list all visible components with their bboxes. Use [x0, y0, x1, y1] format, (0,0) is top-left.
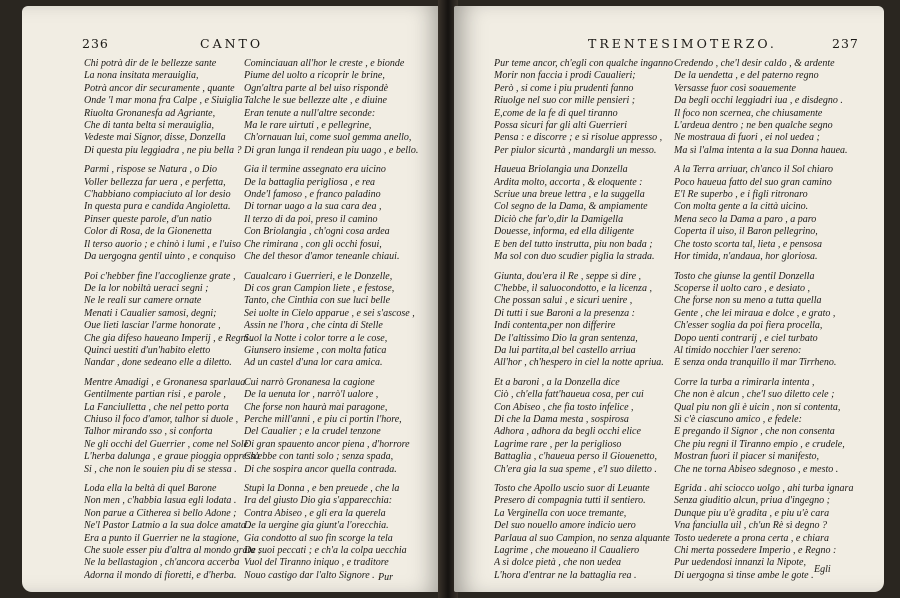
verse-line: L'ardeua dentro ; ne ben qualche segno	[674, 120, 833, 132]
verse-line: De la battaglia perigliosa , e rea	[244, 176, 376, 188]
verse-line: Di gran lunga il rendean piu uago , e bello.	[244, 144, 419, 156]
left-running-head: CANTO	[200, 36, 264, 51]
verse-line: Che forse non haurà mai paragone,	[244, 401, 388, 413]
verse-line: Che suole esser piu d'altra al mondo grata ;	[84, 545, 262, 557]
verse-line: De la lor nobiltà ueraci segni ;	[84, 282, 209, 294]
verse-line: E'l Re superbo , e i figli ritronaro	[674, 189, 808, 201]
verse-line: Giunta, dou'era il Re , seppe sì dire ,	[494, 270, 642, 282]
stanza	[244, 58, 426, 157]
verse-line: Ne le reali sur camere ornate	[84, 295, 202, 307]
verse-line: Col segno de la Dama, & ampiamente	[494, 201, 648, 213]
verse-line: Il foco non scernea, che chiusamente	[674, 107, 823, 119]
verse-line: Chi potrà dir de le bellezze sante	[84, 58, 217, 69]
stanza	[494, 271, 676, 370]
verse-line: E,come de la fe di quel tiranno	[494, 107, 618, 119]
verse-line: Voller bellezza far uera , e perfetta,	[84, 176, 226, 188]
right-folio: 237	[832, 36, 859, 51]
verse-line: Quinci uestiti d'un'habito eletto	[84, 344, 211, 356]
verse-line: Di uergogna sì tinse ambe le gote .	[674, 569, 814, 581]
verse-line: E ben del tutto instrutta, piu non bada ;	[494, 238, 653, 250]
verse-line: Caualcaro i Guerrieri, e le Donzelle,	[244, 270, 393, 282]
verse-line: Ch'ornauan lui, come suol gemma anello,	[244, 132, 412, 144]
verse-line: Tanto, che Cinthia con sue luci belle	[244, 295, 391, 307]
verse-line: Da begli occhi leggiadri iua , e disdegno .	[674, 95, 843, 107]
verse-line: Mena seco la Dama a paro , a paro	[674, 213, 817, 225]
verse-line: Perche mill'anni , e piu ci portin l'hore,	[244, 413, 402, 425]
verse-line: Che non è alcun , che'l suo diletto cele ;	[674, 389, 835, 401]
verse-line: De suoi peccati ; e ch'a la colpa uecchia	[244, 545, 407, 557]
verse-line: Ch'esser soglia da poi fiera procella,	[674, 320, 823, 332]
verse-line: C'hebbe, il saluocondotto, e la licenza ,	[494, 282, 652, 294]
right-page	[454, 6, 884, 592]
verse-line: A sì dolce pietà , che non uedea	[494, 557, 622, 569]
verse-line: Con Briolangia , ch'ogni cosa ardea	[244, 226, 390, 238]
verse-line: Poi c'hebber fine l'accoglienze grate ,	[84, 270, 236, 282]
verse-line: Di gran spauento ancor piena , d'horrore	[244, 438, 410, 450]
verse-line: Ne gli occhi del Guerrier , come nel Sole	[84, 438, 249, 450]
verse-line: Riuolta Gronanesfa ad Agriante,	[84, 107, 216, 119]
verse-line: In questa pura e candida Angioletta.	[84, 201, 231, 213]
verse-line: Del Caualier ; e la crudel tenzone	[244, 426, 381, 438]
verse-line: Di che la Dama mesta , sospirosa	[494, 413, 629, 425]
verse-line: Di cos gran Campion liete , e festose,	[244, 282, 395, 294]
verse-line: Menati i Caualier samosi, degni;	[84, 307, 217, 319]
verse-line: Contra Abiseo , e gli era la querela	[244, 507, 386, 519]
verse-line: Talhor mirando sso , si conforta	[84, 426, 213, 438]
verse-line: Ch'ebbe con tanti solo ; senza spada,	[244, 451, 394, 463]
verse-line: Ciò , ch'ella fatt'haueua cosa, per cui	[494, 389, 644, 401]
verse-line: Et a baroni , a la Donzella dice	[494, 376, 620, 388]
verse-line: Che di tanta belta si merauiglia,	[84, 120, 214, 132]
verse-line: La nona insitata merauiglia,	[84, 70, 199, 82]
verse-line: Parmi , rispose se Natura , o Dio	[84, 164, 218, 176]
verse-line: De la uendetta , e del paterno regno	[674, 70, 819, 82]
verse-line: Onde'l famoso , e franco paladino	[244, 189, 381, 201]
stanza	[494, 483, 676, 582]
verse-line: Non men , c'habbia lasua egli lodata .	[84, 495, 237, 507]
stanza	[244, 377, 426, 476]
verse-line: C'habbiano compiaciuto al lor desio	[84, 189, 231, 201]
verse-line: Suol la Notte i color torre a le cose,	[244, 332, 388, 344]
verse-line: Chiuso il foco d'amor, talhor si duole ,	[84, 413, 239, 425]
verse-line: Lagrime rare , per la periglioso	[494, 438, 622, 450]
verse-line: Scriue una breue lettra , e la suggella	[494, 189, 645, 201]
verse-line: Al timido nocchier l'aer sereno:	[674, 344, 802, 356]
verse-line: Di tutti i sue Baroni a la presenza :	[494, 307, 635, 319]
verse-line: Ardita molto, accorta , & eloquente :	[494, 176, 643, 188]
verse-line: Lagrime , che moueano il Caualiero	[494, 545, 640, 557]
stanza	[674, 271, 856, 370]
verse-line: De l'altissimo Dio la gran sentenza,	[494, 332, 638, 344]
verse-line: Battaglia , c'haueua perso il Giouenetto,	[494, 451, 657, 463]
verse-line: Che tosto scorta tal, lieta , e pensosa	[674, 238, 823, 250]
verse-line: Hor timida, n'andaua, hor gloriosa.	[674, 251, 818, 263]
verse-line: Ma le rare uirtuti , e pellegrine,	[244, 120, 372, 132]
verse-line: Del suo nouello amore indicio uero	[494, 520, 636, 532]
verse-line: Pur uedendosi innanzi la Nipote,	[674, 557, 806, 569]
verse-line: Ira del giusto Dio gia s'apparecchia:	[244, 495, 393, 507]
stanza	[494, 164, 676, 263]
verse-line: Dopo uenti contrarij , e ciel turbato	[674, 332, 818, 344]
verse-line: Di questa piu leggiadra , ne piu bella ?	[84, 144, 242, 156]
stanza	[84, 164, 266, 263]
right-page-header	[588, 36, 858, 51]
verse-line: Parlaua al suo Campion, no senza alquante	[494, 532, 670, 544]
verse-line: Potrà ancor dir securamente , quante	[84, 82, 235, 94]
verse-line: E senza onda tranquillo il mar Tirrheno.	[674, 357, 837, 369]
stanza	[84, 483, 266, 582]
verse-line: Diciò che far'o,dir la Damigella	[494, 213, 624, 225]
verse-line: Indi contenta,per non differire	[494, 320, 616, 332]
verse-line: La Verginella con uoce tremante,	[494, 507, 627, 519]
verse-line: Sì c'è ciascuno amico , e fedele:	[674, 413, 802, 425]
verse-line: Con molta gente a la città uicino.	[674, 201, 809, 213]
verse-line: Egrida . ahi sciocco uolgo , ahi turba ignara	[674, 483, 854, 494]
right-catchword: Egli	[814, 564, 831, 575]
verse-line: Vna fanciulla uil , ch'un Rè sì degno ?	[674, 520, 827, 532]
stanza	[494, 377, 676, 476]
right-column-2	[674, 58, 856, 589]
left-folio: 236	[82, 36, 109, 51]
verse-line: Douesse, informa, ed ella diligente	[494, 226, 634, 238]
verse-line: Stupì la Donna , e ben preuede , che la	[244, 483, 400, 494]
verse-line: Pur teme ancor, ch'egli con qualche inganno	[494, 58, 674, 69]
stanza	[674, 58, 856, 157]
verse-line: Color di Rosa, de la Gionenetta	[84, 226, 212, 238]
verse-line: Onde 'l mar mona fra Calpe , e Siuiglia	[84, 95, 243, 107]
stanza	[244, 483, 426, 582]
verse-line: Talche le sue bellezze alte , e diuine	[244, 95, 387, 107]
verse-line: La Fanciulletta , che nel petto porta	[84, 401, 229, 413]
verse-line: Cui narrò Gronanesa la cagione	[244, 376, 375, 388]
verse-line: Si , che non le souien piu di se stessa .	[84, 463, 237, 475]
verse-line: Versasse fuor così soauemente	[674, 82, 796, 94]
left-column-2	[244, 58, 426, 589]
verse-line: Assin ne l'hora , che cinta di Stelle	[244, 320, 383, 332]
verse-line: Tosto uederete a prona certa , e chiara	[674, 532, 829, 544]
verse-line: Dunque piu u'è gradita , e piu u'è cara	[674, 507, 830, 519]
verse-line: Possa sicuri far gli alti Guerrieri	[494, 120, 628, 132]
verse-line: Ne la bellastagion , ch'ancora accerba	[84, 557, 240, 569]
stanza	[244, 271, 426, 370]
verse-line: E pregando il Signor , che non consenta	[674, 426, 835, 438]
verse-line: Loda ella la beltà di quel Barone	[84, 483, 217, 494]
verse-line: L'herba dalunga , e graue pioggia oppressa	[84, 451, 260, 463]
stanza	[494, 58, 676, 157]
verse-line: Credendo , che'l desir caldo , & ardente	[674, 58, 835, 69]
verse-line: Ch'era gia la sua speme , e'l suo diletto .	[494, 463, 657, 475]
stanza	[84, 58, 266, 157]
verse-line: Che forse non su meno a tutta quella	[674, 295, 822, 307]
verse-line: De la uergine gia giunt'a l'orecchia.	[244, 520, 389, 532]
verse-line: Giunsero insieme , con molta fatica	[244, 344, 387, 356]
stanza	[84, 271, 266, 370]
verse-line: Qual piu non gli è uicin , non si contenta,	[674, 401, 841, 413]
verse-line: Però , si come i piu prudenti fanno	[494, 82, 634, 94]
verse-line: Che ne torna Abiseo sdegnoso , e mesto .	[674, 463, 839, 475]
left-page	[22, 6, 442, 592]
verse-line: Con Abiseo , che fia tosto infelice ,	[494, 401, 634, 413]
left-column-1	[84, 58, 266, 589]
left-catchword: Pur	[378, 572, 393, 583]
right-column-1	[494, 58, 676, 589]
verse-line: Eran tenute a null'altre seconde:	[244, 107, 376, 119]
verse-line: Per piulor sicurtà , mandargli un messo.	[494, 144, 657, 156]
verse-line: Che possan salui , e sicuri uenire ,	[494, 295, 633, 307]
verse-line: Mostran fuori il piacer si manifesto,	[674, 451, 819, 463]
verse-line: Sei uolte in Cielo apparue , e sei s'ascose ,	[244, 307, 415, 319]
verse-line: Vuol del Tiranno iniquo , e traditore	[244, 557, 389, 569]
verse-line: Tosto che Apollo uscio suor di Leuante	[494, 483, 650, 494]
verse-line: Gia condotto al suo fin scorge la tela	[244, 532, 393, 544]
verse-line: Ogn'altra parte al bel uiso rispondè	[244, 82, 389, 94]
verse-line: L'hora d'entrar ne la battaglia rea .	[494, 569, 637, 581]
right-running-head: TRENTESIMOTERZO.	[588, 36, 777, 51]
verse-line: Piume del uolto a ricoprir le brine,	[244, 70, 385, 82]
verse-line: Riuolge nel suo cor mille pensieri ;	[494, 95, 636, 107]
verse-line: Che piu regni il Tiranno empio , e crudele,	[674, 438, 845, 450]
verse-line: Era a punto il Guerrier ne la stagione,	[84, 532, 239, 544]
stanza	[84, 377, 266, 476]
verse-line: Non parue a Citherea sì bello Adone ;	[84, 507, 237, 519]
verse-line: Pinser queste parole, d'un natio	[84, 213, 212, 225]
verse-line: Adhora , adhora da begli occhi elice	[494, 426, 641, 438]
verse-line: Vedeste mai Signor, disse, Donzella	[84, 132, 226, 144]
verse-line: Tosto che giunse la gentil Donzella	[674, 270, 815, 282]
verse-line: Ma sol con duo scudier piglia la strada.	[494, 251, 655, 263]
verse-line: Ne'l Pastor Latmio a la sua dolce amata .	[84, 520, 251, 532]
verse-line: Coperta il uiso, il Baron pellegrino,	[674, 226, 818, 238]
verse-line: De la uenuta lor , narrò'l ualore ,	[244, 389, 379, 401]
verse-line: Nouo castigo dar l'alto Signore .	[244, 569, 375, 581]
verse-line: Di che sospira ancor quella contrada.	[244, 463, 397, 475]
verse-line: Di tornar uago a la sua cara dea ,	[244, 201, 382, 213]
verse-line: Gia il termine assegnato era uicino	[244, 164, 386, 176]
verse-line: Ne mostraua di fuori , ei nol uedea ;	[674, 132, 820, 144]
verse-line: Nandar , done sedeano elle a diletto.	[84, 357, 232, 369]
verse-line: Che gia difeso haueano Imperij , e Regni .	[84, 332, 254, 344]
verse-line: Gente , che lei miraua e dolce , e grato ,	[674, 307, 836, 319]
verse-line: Che del thesor d'amor teneanle chiaui.	[244, 251, 400, 263]
verse-line: Che rimirana , con gli occhi fosui,	[244, 238, 382, 250]
verse-line: Poco haueua fatto del suo gran camino	[674, 176, 832, 188]
verse-line: Oue lieti lasciar l'arme honorate ,	[84, 320, 221, 332]
verse-line: Presero di compagnia tutti il sentiero.	[494, 495, 646, 507]
stanza	[244, 164, 426, 263]
verse-line: Ad un castel d'una lor cara amica.	[244, 357, 383, 369]
verse-line: All'hor , ch'hespero in ciel la notte apriua.	[494, 357, 664, 369]
stanza	[674, 164, 856, 263]
verse-line: Mentre Amadigi , e Gronanesa sparlaua	[84, 376, 246, 388]
verse-line: Gentilmente partian risi , e parole ,	[84, 389, 226, 401]
verse-line: A la Terra arriuar, ch'anco il Sol chiaro	[674, 164, 834, 176]
verse-line: Morir non faccia i prodi Caualieri;	[494, 70, 636, 82]
verse-line: Chi merta possedere Imperio , e Regno :	[674, 545, 837, 557]
verse-line: Cominciauan all'hor le creste , e bionde	[244, 58, 405, 69]
verse-line: Da lui partita,al bel castello arriua	[494, 344, 636, 356]
left-page-header	[82, 36, 412, 51]
verse-line: Ma sì l'alma intenta a la sua Donna hauea.	[674, 144, 848, 156]
verse-line: Pensa : e discorre ; e si risolue appresso ,	[494, 132, 663, 144]
verse-line: Da uergogna gentil uinto , e conquiso	[84, 251, 236, 263]
verse-line: Scoperse il uolto caro , e desiato ,	[674, 282, 810, 294]
stanza	[674, 377, 856, 476]
verse-line: Haueua Briolangia una Donzella	[494, 164, 628, 176]
verse-line: Adorna il mondo di fioretti, e d'herba.	[84, 569, 237, 581]
verse-line: Il terso auorio ; e chinò i lumi , e l'uiso	[84, 238, 241, 250]
verse-line: Corre la turba a rimirarla intenta ,	[674, 376, 815, 388]
verse-line: Senza giuditio alcun, priua d'ingegno ;	[674, 495, 831, 507]
verse-line: Il terzo di da poi, preso il camino	[244, 213, 378, 225]
